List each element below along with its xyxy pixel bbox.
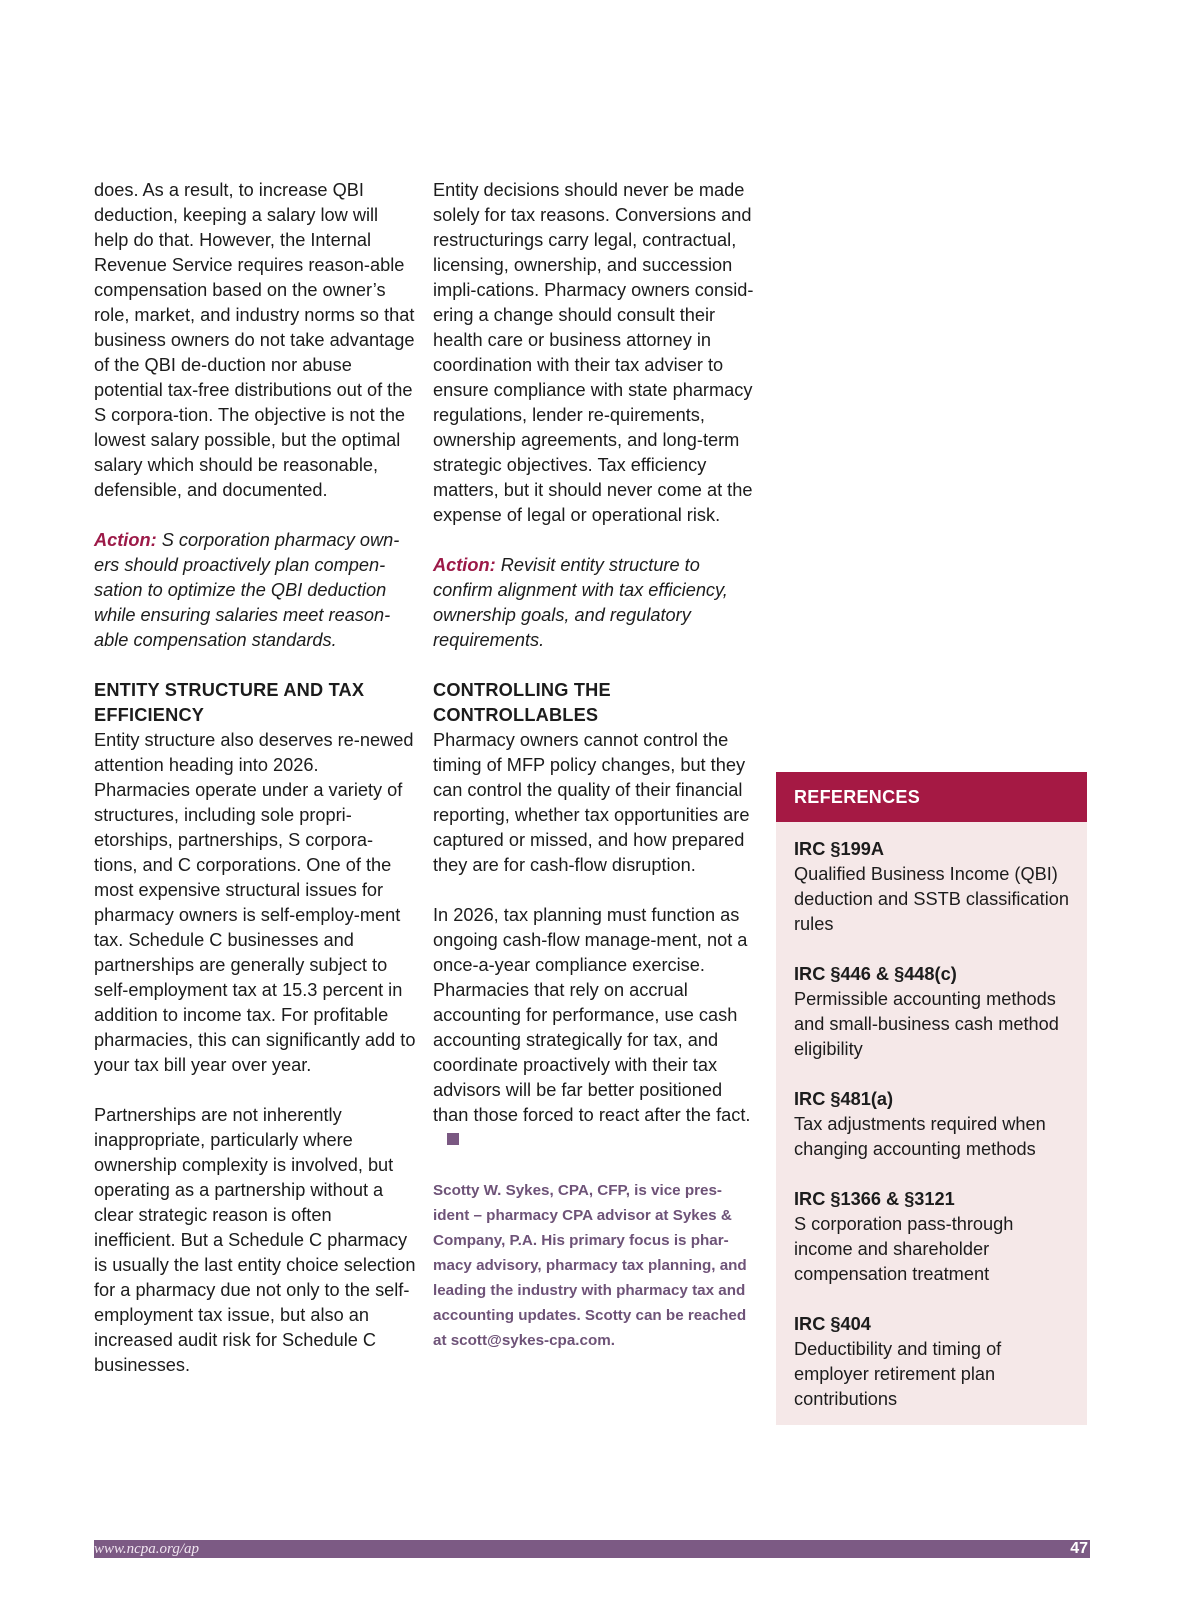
reference-description: Qualified Business Income (QBI) deduction and SSTB classification rules — [794, 864, 1069, 934]
footer-bar — [94, 1540, 1090, 1558]
footer-url-link[interactable]: www.ncpa.org/ap — [94, 1541, 200, 1557]
reference-description: S corporation pass-through income and shareholder compensation treatment — [794, 1214, 1014, 1284]
body-paragraph — [433, 903, 755, 1153]
action-text: S corporation pharmacy own-ers should proactively plan compen-sation to optimize the QBI deduction while ensuring salaries meet reason-able compensation standards. — [94, 530, 400, 650]
action-note — [433, 553, 755, 653]
references-box — [776, 772, 1087, 1425]
body-paragraph: Entity structure also deserves re-newed attention heading into 2026. Pharmacies operate under a variety of structures, including sole propri-etorships, partnerships, S corpora-tions, and C corporations. One of the most expensive structural issues for pharmacy owners is self-employ-ment tax. Schedule C businesses and partnerships are generally subject to self-employment tax at 15.3 percent in addition to income tax. For profitable pharmacies, this can significantly add to your tax bill year over year. — [94, 730, 416, 1075]
page-number: 47 — [1070, 1540, 1088, 1557]
reference-description: Permissible accounting methods and small-business cash method eligibility — [794, 989, 1059, 1059]
section-heading-controlling: CONTROLLING THE CONTROLLABLES — [433, 680, 611, 725]
references-list — [776, 822, 1087, 1412]
reference-description: Deductibility and timing of employer retirement plan contributions — [794, 1339, 1002, 1409]
reference-description: Tax adjustments required when changing accounting methods — [794, 1114, 1046, 1159]
end-of-article-square-icon — [447, 1133, 459, 1145]
author-bio: Scotty W. Sykes, CPA, CFP, is vice pres-ident – pharmacy CPA advisor at Sykes & Company, P.A. His primary focus is phar-macy advisory, pharmacy tax planning, and leading the industry with pharmacy tax and accounting updates. Scotty can be reached at scott@sykes-cpa.com. — [433, 1182, 747, 1349]
closing-text: In 2026, tax planning must function as ongoing cash-flow manage-ment, not a once-a-year compliance exercise. Pharmacies that rely on accrual accounting for performance, use cash accounting strategically for tax, and coordinate proactively with their tax advisors will be far better positioned than those forced to react after the fact. — [433, 905, 751, 1125]
reference-item — [794, 1312, 1073, 1412]
reference-item — [794, 1187, 1073, 1287]
article-column-middle — [433, 178, 755, 1353]
reference-code: IRC §446 & §448(c) — [794, 964, 957, 984]
body-paragraph: Entity decisions should never be made solely for tax reasons. Conversions and restructurings carry legal, contractual, licensing, ownership, and succession impli-cations. Pharmacy owners consid-ering a change should consult their health care or business attorney in coordination with their tax adviser to ensure compliance with state pharmacy regulations, lender re-quirements, ownership agreements, and long-term strategic objectives. Tax efficiency matters, but it should never come at the expense of legal or operational risk. — [433, 180, 754, 525]
reference-item — [794, 962, 1073, 1062]
reference-code: IRC §199A — [794, 839, 884, 859]
section-heading-entity-structure: ENTITY STRUCTURE AND TAX EFFICIENCY — [94, 680, 365, 725]
action-label: Action: — [94, 530, 157, 550]
reference-item — [794, 1087, 1073, 1162]
reference-code: IRC §404 — [794, 1314, 871, 1334]
article-column-left — [94, 178, 416, 1378]
reference-item — [794, 837, 1073, 937]
reference-code: IRC §481(a) — [794, 1089, 894, 1109]
action-label: Action: — [433, 555, 496, 575]
body-paragraph: does. As a result, to increase QBI deduction, keeping a salary low will help do that. However, the Internal Revenue Service requires reason-able compensation based on the owner’s role, market, and industry norms so that business owners do not take advantage of the QBI de-duction nor abuse potential tax-free distributions out of the S corpora-tion. The objective is not the lowest salary possible, but the optimal salary which should be reasonable, defensible, and documented. — [94, 180, 415, 500]
body-paragraph: Partnerships are not inherently inappropriate, particularly where ownership complexity is involved, but operating as a partnership without a clear strategic reason is often inefficient. But a Schedule C pharmacy is usually the last entity choice selection for a pharmacy due not only to the self-employment tax issue, but also an increased audit risk for Schedule C businesses. — [94, 1105, 416, 1375]
references-title: REFERENCES — [776, 772, 1087, 822]
action-text: Revisit entity structure to confirm alignment with tax efficiency, ownership goals, and regulatory requirements. — [433, 555, 728, 650]
body-paragraph: Pharmacy owners cannot control the timing of MFP policy changes, but they can control the quality of their financial reporting, whether tax opportunities are captured or missed, and how prepared they are for cash-flow disruption. — [433, 730, 750, 875]
action-note — [94, 528, 416, 653]
reference-code: IRC §1366 & §3121 — [794, 1189, 955, 1209]
